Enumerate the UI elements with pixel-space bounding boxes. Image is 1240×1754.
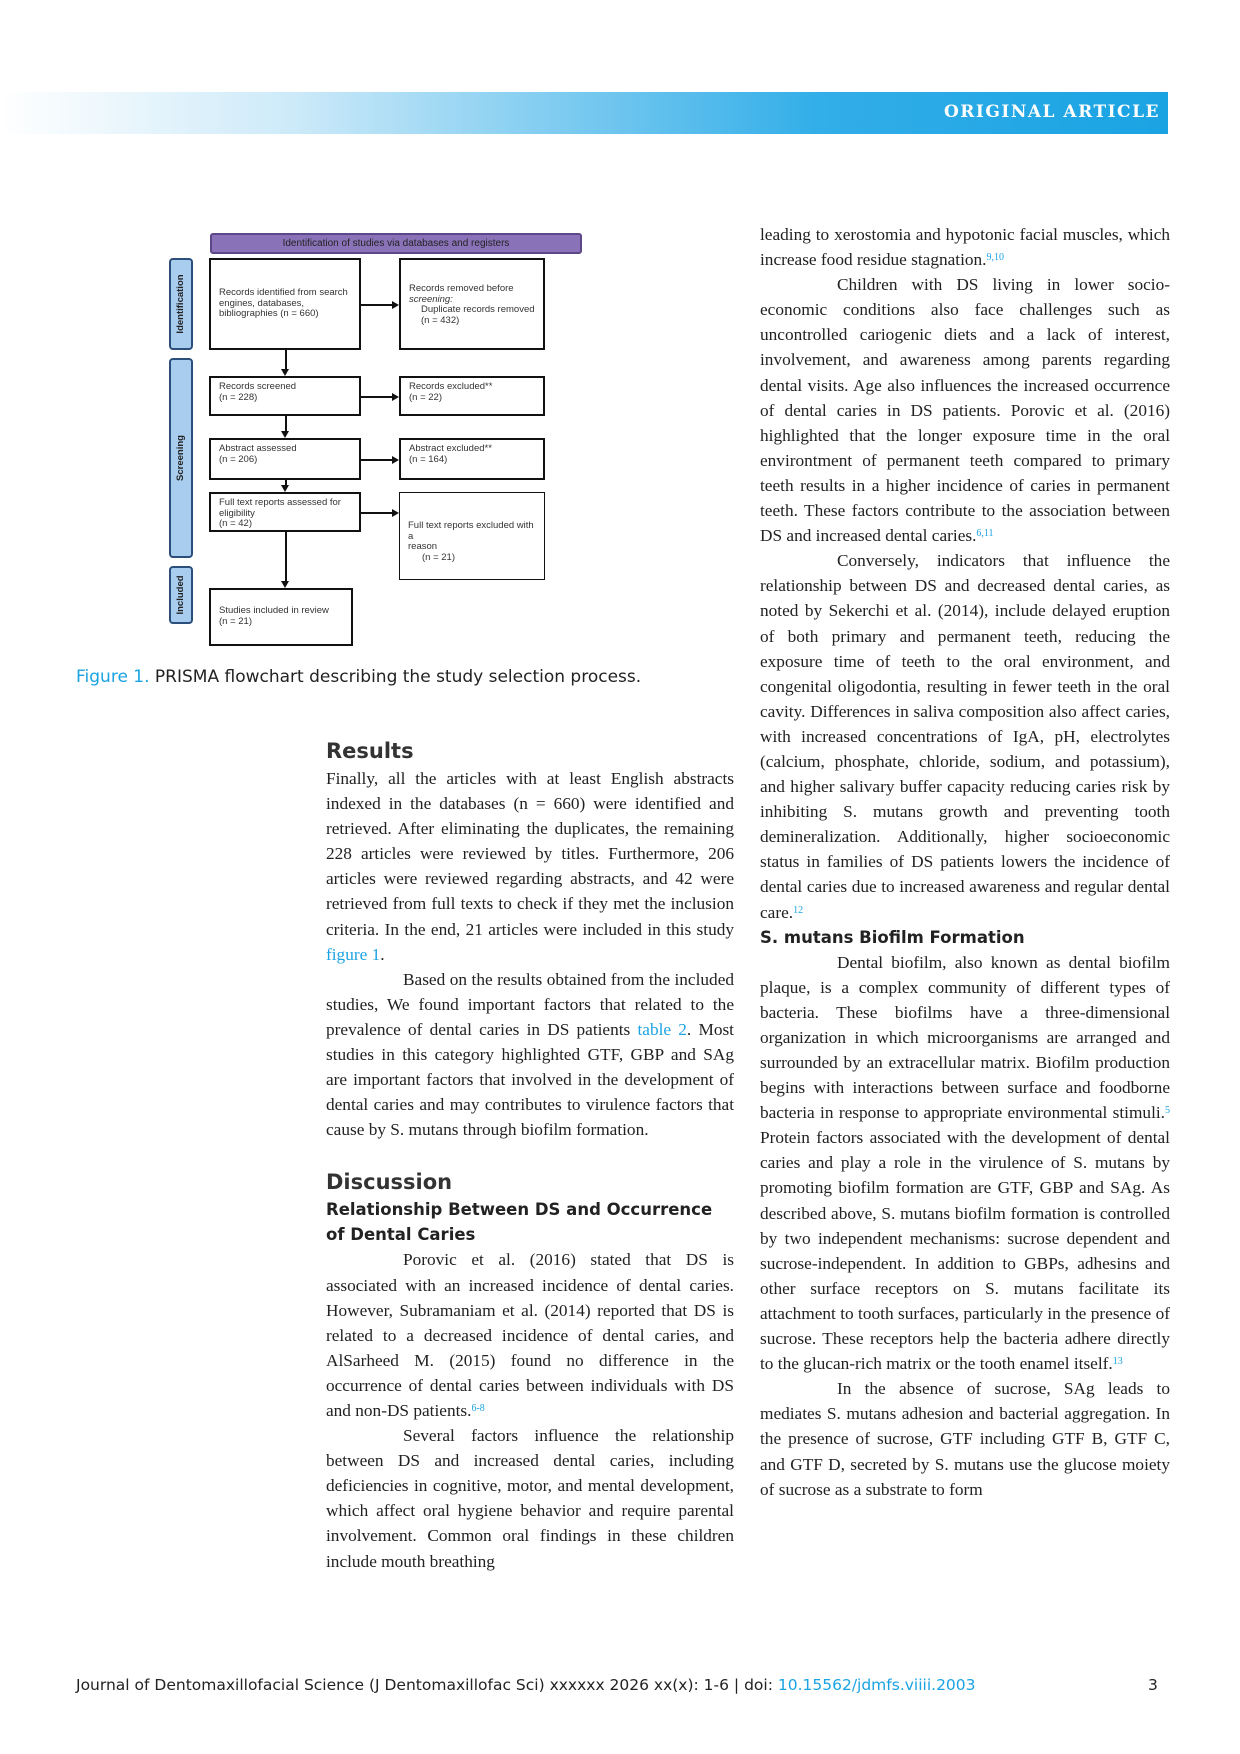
arrow-line (285, 532, 287, 581)
arrow-head (392, 456, 399, 464)
arrow-head (392, 301, 399, 309)
journal-citation: Journal of Dentomaxillofacial Science (J Dentomaxillofac Sci) xxxxxx 2026 xx(x): 1-6 | doi: (76, 1676, 778, 1694)
arrow-head (281, 581, 289, 588)
arrow-head (281, 485, 289, 492)
discussion-paragraph-2: Several factors influence the relationship between DS and increased dental caries, including deficiencies in cognitive, motor, and mental development, which affect oral hygiene behavior and require parental involvement. Common oral findings in these children include mouth breathing (326, 1426, 734, 1571)
arrow-head (281, 431, 289, 438)
box-records-removed: Records removed before screening: Duplicate records removed (n = 432) (399, 258, 545, 350)
discussion-subheading: Relationship Between DS and Occurrence of Dental Caries (326, 1200, 713, 1245)
discussion-paragraph-1: Porovic et al. (2016) stated that DS is associated with an increased incidence of dental caries. However, Subramaniam et al. (2014) reported that DS is related to a decreased incidence of dental caries, and AlSarheed M. (2015) found no difference in the occurrence of dental caries between individuals with DS and non-DS patients.$^{6-8}$ (326, 1250, 734, 1420)
reference-citation[interactable]: 9,10 (986, 252, 1004, 264)
figure-label: Figure 1. (76, 667, 150, 687)
reference-citation[interactable]: 6,11 (976, 528, 994, 540)
discussion-paragraph-5: Dental biofilm, also known as dental biofilm plaque, is a complex community of different types of bacteria. These biofilms have a three-dimensional organization in which microorganisms are arranged and surrounded by an extracellular matrix. Biofilm production begins with interactions between surface and foodborne bacteria in response to appropriate environmental stimuli.$^5$ Protein factors associated with the development of dental caries and play a role in the virulence of S. mutans by promoting biofilm formation are GTF, GBP and SAg. As described above, S. mutans biofilm formation is controlled by two independent mechanisms: sucrose dependent and sucrose-independent. In addition to GBPs, adhesins and other surface receptors on S. mutans facilitate its attachment to tooth surfaces, particularly in the presence of sucrose. These receptors help the bacteria adhere directly to the glucan-rich matrix or the tooth enamel itself.$^{13}$ (760, 952, 1170, 1374)
discussion-paragraph-2-continued: leading to xerostomia and hypotonic facial muscles, which increase food residue stagnation.$^{9,10}$ (760, 225, 1170, 270)
results-paragraph-2: Based on the results obtained from the included studies, We found important factors that related to the prevalence of dental caries in DS patients table 2. Most studies in this category highlighted GTF, GBP and SAg are important factors that involved in the development of dental caries and may contributes to virulence factors that cause by S. mutans through biofilm formation. (326, 969, 734, 1140)
reference-citation[interactable]: 12 (793, 904, 804, 916)
arrow-line (361, 304, 392, 306)
discussion-paragraph-3: Children with DS living in lower socio-economic conditions also face challenges such as uncontrolled cariogenic diets and a lack of interest, involvement, and awareness among parents regarding dental visits. Age also influences the increased occurrence of dental caries in DS patients. Porovic et al. (2016) highlighted that the longer exposure time in the oral environtment of permanent teeth compared to primary teeth results in a higher incidence of caries in permanent teeth. These factors contribute to the association between DS and increased dental caries.$^{6,11}$ (760, 275, 1170, 546)
arrow-head (392, 509, 399, 517)
left-text-column (326, 736, 734, 1574)
journal-footer (76, 1676, 976, 1694)
stage-included: Included (169, 566, 193, 624)
header-banner (0, 92, 1168, 134)
figure-caption (76, 667, 641, 687)
page-number: 3 (1148, 1676, 1158, 1694)
arrow-head (281, 369, 289, 376)
box-records-screened: Records screened (n = 228) (209, 376, 361, 416)
box-fulltext-assessed: Full text reports assessed for eligibility (n = 42) (209, 492, 361, 532)
arrow-line (361, 459, 392, 461)
arrow-head (392, 393, 399, 401)
reference-citation[interactable]: 5 (1165, 1105, 1170, 1117)
results-paragraph-1: Finally, all the articles with at least English abstracts indexed in the databases (n = 660) were identified and retrieved. After eliminating the duplicates, the remaining 228 articles were reviewed by titles. Furthermore, 206 articles were reviewed regarding abstracts, and 42 were retrieved from full texts to check if they met the inclusion criteria. In the end, 21 articles were included in this study figure 1. (326, 769, 734, 964)
table-2-link[interactable]: table 2 (637, 1019, 687, 1039)
discussion-paragraph-6: In the absence of sucrose, SAg leads to mediates S. mutans adhesion and bacterial aggregation. In the presence of sucrose, GTF including GTF B, GTF C, and GTF D, secreted by S. mutans use the glucose moiety of sucrose as a substrate to form (760, 1379, 1170, 1499)
biofilm-subheading: S. mutans Biofilm Formation (760, 927, 1025, 947)
reference-citation[interactable]: 13 (1112, 1356, 1123, 1368)
box-abstract-assessed: Abstract assessed (n = 206) (209, 438, 361, 480)
box-records-excluded: Records excluded** (n = 22) (399, 376, 545, 416)
arrow-line (361, 512, 392, 514)
reference-citation[interactable]: 6-8 (471, 1402, 485, 1414)
results-heading: Results (326, 739, 414, 763)
figure-caption-text: PRISMA flowchart describing the study selection process. (149, 667, 642, 687)
arrow-line (285, 350, 287, 369)
discussion-heading: Discussion (326, 1170, 453, 1195)
stage-identification: Identification (169, 258, 193, 350)
arrow-line (361, 396, 392, 398)
discussion-paragraph-4: Conversely, indicators that influence the relationship between DS and decreased dental caries, as noted by Sekerchi et al. (2014), include delayed eruption of both primary and permanent teeth, reducing the exposure time of teeth to the oral environment, and congenital oligodontia, resulting in fewer teeth in the oral cavity. Differences in saliva composition also affect caries, with increased concentrations of IgA, pH, electrolytes (calcium, phosphate, chloride, sodium, and potassium), and higher salivary buffer capacity reducing caries risk by inhibiting S. mutans growth and preventing tooth demineralization. Additionally, higher socioeconomic status in families of DS patients lowers the incidence of dental caries due to increased awareness and regular dental care.$^{12}$ (760, 551, 1170, 922)
stage-screening: Screening (169, 358, 193, 558)
article-type-label: ORIGINAL ARTICLE (943, 102, 1160, 122)
flowchart-title: Identification of studies via databases and registers (210, 233, 582, 254)
arrow-line (285, 416, 287, 431)
box-records-identified: Records identified from search engines, databases, bibliographies (n = 660) (209, 258, 361, 350)
right-text-column (760, 222, 1170, 1502)
figure-1-link[interactable]: figure 1 (326, 944, 381, 964)
box-fulltext-excluded: Full text reports excluded with a reason (n = 21) (399, 492, 545, 580)
box-studies-included: Studies included in review (n = 21) (209, 588, 353, 646)
prisma-flowchart (165, 230, 585, 660)
box-abstract-excluded: Abstract excluded** (n = 164) (399, 438, 545, 480)
doi-link[interactable]: 10.15562/jdmfs.viiii.2003 (777, 1676, 976, 1694)
